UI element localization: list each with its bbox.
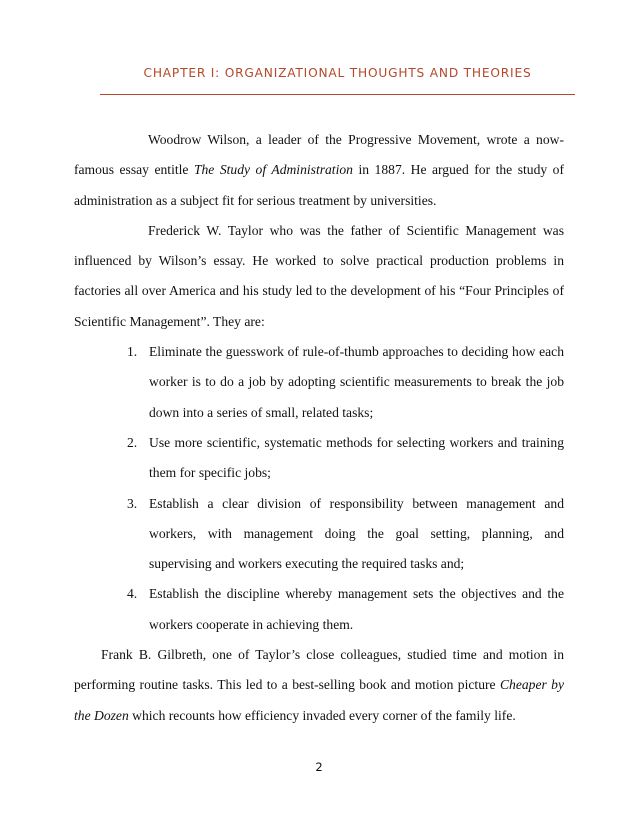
paragraph-gilbreth-text-before: Frank B. Gilbreth, one of Taylor’s close colleagues, studied time and motion in performing routine tasks. This led to a best-selling book and motion picture: [74, 647, 564, 693]
list-item: [127, 337, 564, 428]
principles-list: [74, 337, 564, 640]
chapter-header: [100, 66, 575, 95]
list-item-text: Eliminate the guesswork of rule-of-thumb approaches to deciding how each worker is to do a job by adopting scientific measurements to break the job down into a series of small, related tasks;: [149, 344, 564, 420]
list-item-number: 1.: [127, 344, 138, 360]
list-item: [127, 428, 564, 489]
paragraph-taylor: Frederick W. Taylor who was the father of Scientific Management was influenced by Wilson’s essay. He worked to solve practical production problems in factories all over America and his study led to the development of his “Four Principles of Scientific Management”. They are:: [74, 222, 564, 329]
list-item-number: 2.: [127, 434, 138, 450]
page-number: 2: [315, 760, 323, 774]
paragraph-gilbreth: [74, 640, 564, 731]
book-title-study-of-administration: The Study of Administration: [193, 162, 353, 178]
paragraph-wilson-text-before: Woodrow Wilson, a leader of the Progressive Movement, wrote a now-famous essay entitle: [74, 132, 564, 178]
paragraph-wilson: [74, 125, 564, 216]
list-item-number: 4.: [127, 586, 138, 602]
book-title-cheaper-by-the-dozen: Cheaper by the Dozen: [74, 677, 565, 723]
paragraph-wilson-text-after: in 1887. He argued for the study of administration as a subject fit for serious treatment by universities.: [74, 162, 564, 208]
list-item-text: Establish a clear division of responsibility between management and workers, with management doing the goal setting, planning, and supervising and workers executing the required tasks and;: [149, 495, 564, 572]
paragraph-gilbreth-text-after: which recounts how efficiency invaded every corner of the family life.: [128, 707, 516, 723]
page-footer: [0, 760, 638, 774]
document-body: [74, 125, 564, 731]
list-item: [127, 579, 564, 640]
list-item-text: Use more scientific, systematic methods for selecting workers and training them for specific jobs;: [149, 434, 564, 481]
chapter-title: CHAPTER I: ORGANIZATIONAL THOUGHTS AND THEORIES: [143, 66, 532, 80]
list-item-text: Establish the discipline whereby management sets the objectives and the workers cooperate in achieving them.: [149, 586, 564, 632]
list-item-number: 3.: [127, 495, 138, 511]
list-item: [127, 489, 564, 580]
